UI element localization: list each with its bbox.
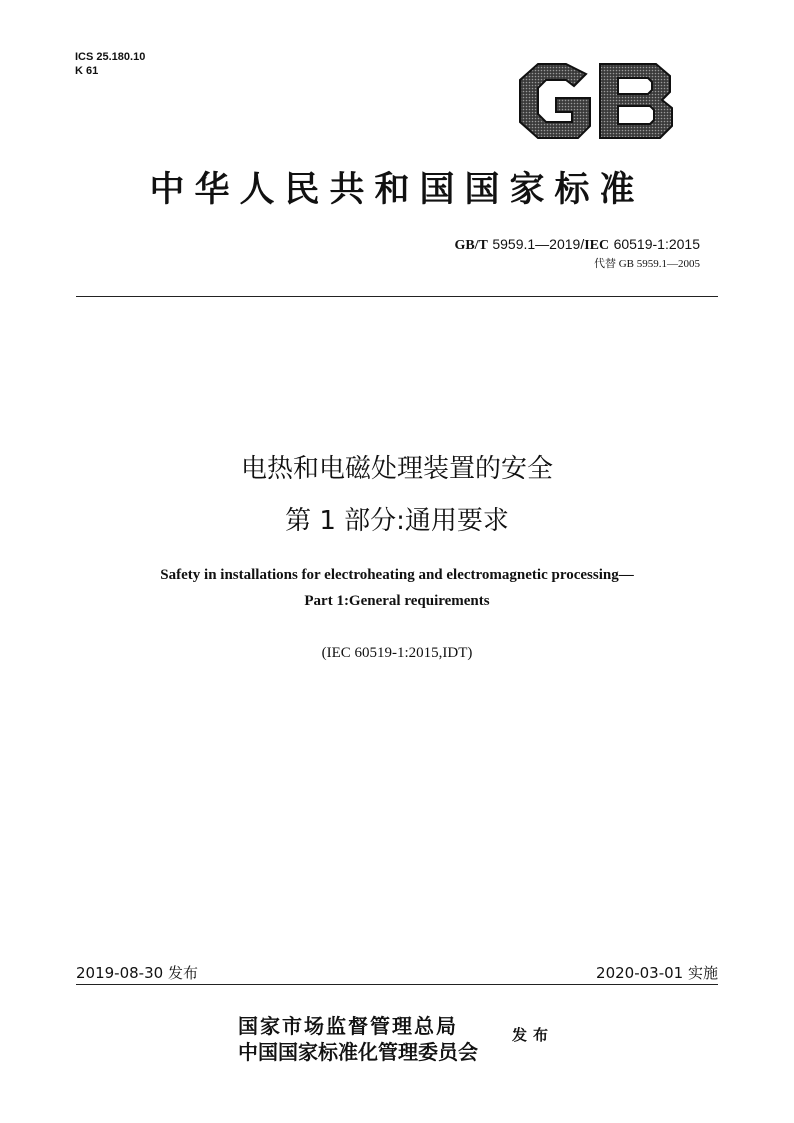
national-standard-title: 中华人民共和国国家标准: [149, 170, 645, 210]
top-divider: [76, 296, 718, 297]
document-title-line1: 电热和电磁处理装置的安全: [240, 454, 553, 484]
implement-date: 2020-03-01 实施: [596, 964, 718, 982]
document-title-line2: 第 1 部分:通用要求: [285, 506, 509, 536]
issuer-line1: 国家市场监督管理总局: [238, 1014, 458, 1038]
equivalence-note: (IEC 60519-1:2015,IDT): [321, 645, 473, 661]
bottom-divider: [76, 984, 718, 985]
gb-logo: [516, 60, 676, 142]
standard-number-value: 5959.1—2019/: [492, 236, 585, 252]
iec-prefix: IEC: [584, 238, 610, 253]
issued-label: 发布: [512, 1026, 555, 1044]
standard-number: [454, 236, 700, 254]
issuer-line2: 中国国家标准化管理委员会: [238, 1040, 478, 1064]
ics-code: ICS 25.180.10: [75, 51, 146, 63]
english-title-line2: Part 1:General requirements: [304, 593, 490, 609]
replaces-note: 代替 GB 5959.1—2005: [593, 258, 700, 270]
standard-prefix: GB/T: [454, 238, 488, 253]
english-title-line1: Safety in installations for electroheating and electromagnetic processing—: [160, 567, 634, 583]
publish-date: 2019-08-30 发布: [76, 964, 198, 982]
iec-number: 60519-1:2015: [613, 236, 700, 252]
class-code: K 61: [75, 65, 99, 77]
classification-block: [75, 50, 145, 78]
